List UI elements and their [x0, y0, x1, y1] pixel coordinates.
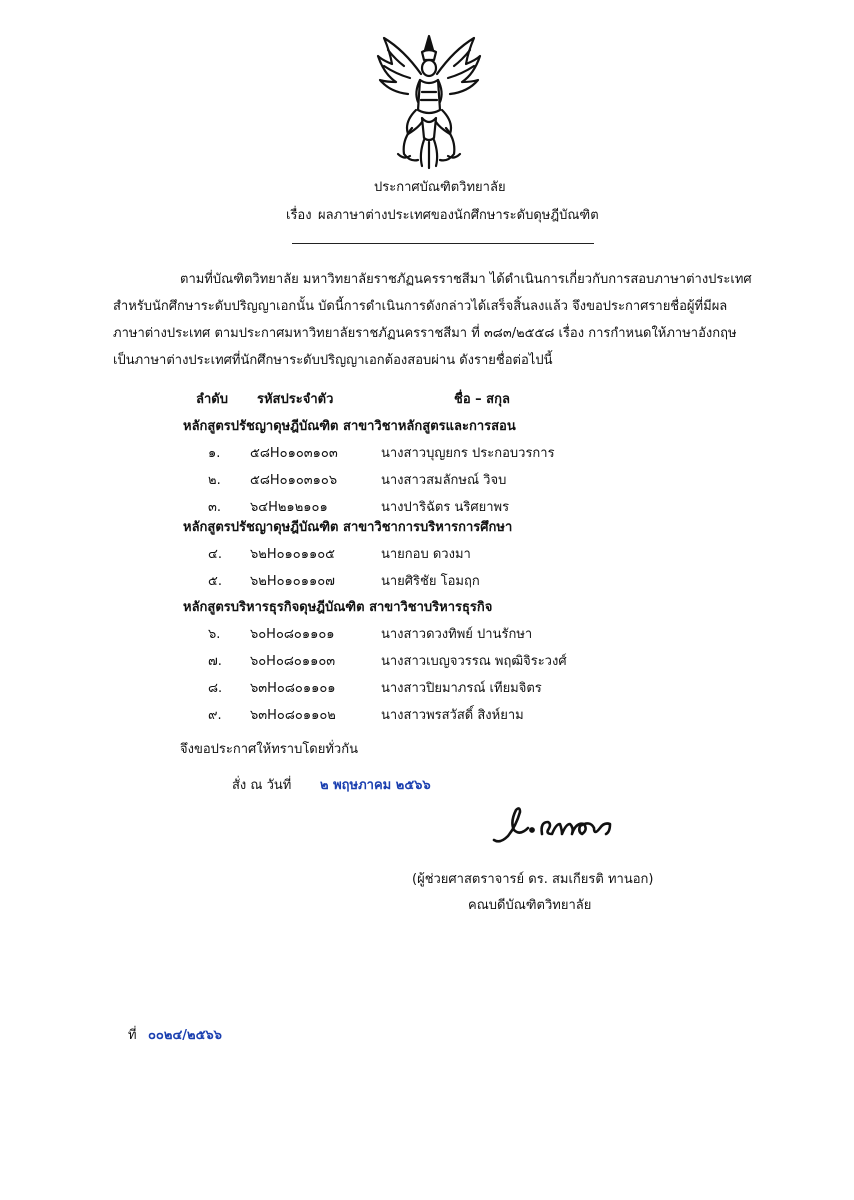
date-prefix: สั่ง ณ วันที่: [232, 778, 292, 793]
row-name: นางปาริฉัตร นริศยาพร: [381, 500, 510, 515]
row-no: ๑.: [208, 446, 221, 461]
row-id: ๖๐H๐๘๐๑๑๐๑: [250, 627, 335, 642]
doc-number-label: ที่: [128, 1028, 137, 1043]
row-no: ๖.: [208, 627, 221, 642]
row-id: ๖๐H๐๘๐๑๑๐๓: [250, 654, 336, 669]
program-heading: หลักสูตรปรัชญาดุษฎีบัณฑิต สาขาวิชาการบริหารการศึกษา: [183, 520, 513, 535]
body-line-1: ตามที่บัณฑิตวิทยาลัย มหาวิทยาลัยราชภัฏนครราชสีมา ได้ดำเนินการเกี่ยวกับการสอบภาษาต่างประเทศ: [180, 272, 752, 287]
doc-number: ๐๐๒๔/๒๕๖๖: [148, 1028, 222, 1043]
row-name: นายกอบ ดวงมา: [381, 547, 471, 562]
signatory-position: คณบดีบัณฑิตวิทยาลัย: [468, 898, 592, 913]
row-id: ๕๘H๐๑๐๓๑๐๓: [250, 446, 338, 461]
row-id: ๕๘H๐๑๐๓๑๐๖: [250, 473, 338, 488]
row-no: ๗.: [208, 654, 222, 669]
row-no: ๒.: [208, 473, 221, 488]
garuda-emblem-icon: [374, 30, 484, 170]
row-name: นางสาวบุญยกร ประกอบวรการ: [381, 446, 555, 461]
row-name: นางสาวพรสวัสดิ์ สิงห์ยาม: [381, 708, 524, 723]
announcement-title: ประกาศบัณฑิตวิทยาลัย: [374, 180, 506, 195]
signatory-name: (ผู้ช่วยศาสตราจารย์ ดร. สมเกียรติ ทานอก): [412, 872, 654, 887]
program-heading: หลักสูตรปรัชญาดุษฎีบัณฑิต สาขาวิชาหลักสูตรและการสอน: [183, 419, 516, 434]
closing-text: จึงขอประกาศให้ทราบโดยทั่วกัน: [180, 742, 358, 757]
row-id: ๖๓H๐๘๐๑๑๐๒: [250, 708, 336, 723]
row-id: ๖๒H๐๑๐๑๑๐๗: [250, 574, 335, 589]
body-line-2: สำหรับนักศึกษาระดับปริญญาเอกนั้น บัดนี้การดำเนินการดังกล่าวได้เสร็จสิ้นลงแล้ว จึงขอประกาศรายชื่อผู้ที่มีผล: [113, 299, 728, 314]
announcement-date: ๒ พฤษภาคม ๒๕๖๖: [320, 778, 431, 793]
table-header-id: รหัสประจำตัว: [257, 392, 334, 407]
row-name: นางสาวเบญจวรรณ พฤฒิจิระวงศ์: [381, 654, 567, 669]
table-header-no: ลำดับ: [196, 392, 228, 407]
row-no: ๓.: [208, 500, 222, 515]
row-name: นางสาวดวงทิพย์ ปานรักษา: [381, 627, 533, 642]
signature-icon: [490, 800, 620, 850]
program-heading: หลักสูตรบริหารธุรกิจดุษฎีบัณฑิต สาขาวิชาบริหารธุรกิจ: [183, 600, 493, 615]
row-name: นางสาวสมลักษณ์ วิจบ: [381, 473, 507, 488]
row-no: ๕.: [208, 574, 222, 589]
row-no: ๘.: [208, 681, 223, 696]
row-id: ๖๔H๒๑๒๑๐๑: [250, 500, 328, 515]
row-no: ๙.: [208, 708, 222, 723]
table-header-name: ชื่อ – สกุล: [454, 392, 510, 407]
row-name: นางสาวปิยมาภรณ์ เทียมจิตร: [381, 681, 542, 696]
body-line-4: เป็นภาษาต่างประเทศที่นักศึกษาระดับปริญญาเอกต้องสอบผ่าน ดังรายชื่อต่อไปนี้: [113, 353, 553, 368]
subject-text: ผลภาษาต่างประเทศของนักศึกษาระดับดุษฎีบัณฑิต: [318, 208, 599, 223]
row-id: ๖๓H๐๘๐๑๑๐๑: [250, 681, 336, 696]
row-no: ๔.: [208, 547, 222, 562]
row-name: นายศิริชัย โอมฤก: [381, 574, 480, 589]
row-id: ๖๒H๐๑๐๑๑๐๕: [250, 547, 335, 562]
title-divider: [292, 243, 594, 244]
body-line-3: ภาษาต่างประเทศ ตามประกาศมหาวิทยาลัยราชภัฏนครราชสีมา ที่ ๓๘๓/๒๕๕๘ เรื่อง การกำหนดให้ภาษาอังกฤษ: [113, 326, 737, 341]
subject-label: เรื่อง: [286, 208, 312, 223]
